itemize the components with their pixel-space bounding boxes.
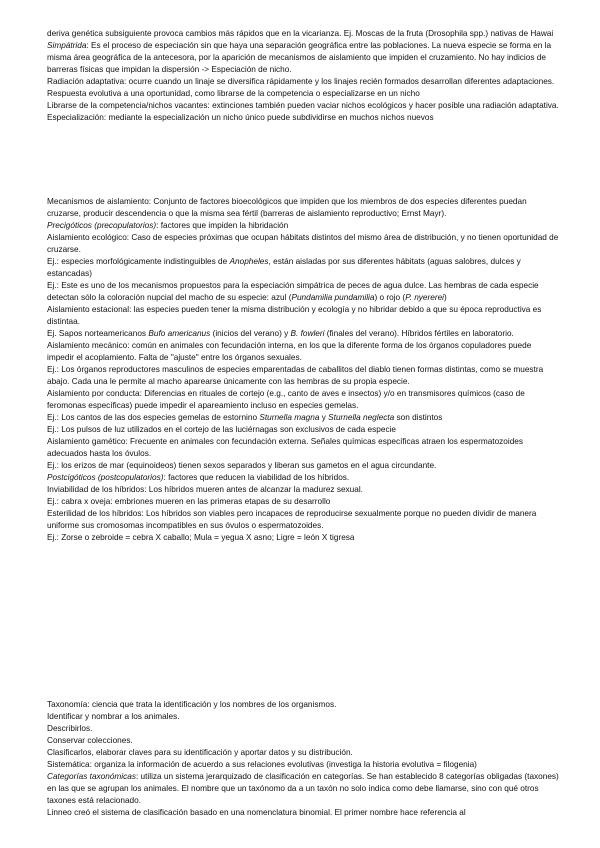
italic-term: B. fowleri [290, 329, 325, 338]
text-run: Mecanismos de aislamiento: Conjunto de factores bioecológicos que impiden que los miembros de dos especies diferentes puedan cruzarse, producir descendencia o que la misma sea fértil (barreras de aislamiento reproductivo; Ernst Mayr). [47, 197, 527, 218]
italic-term: Categorías taxonómicas [47, 772, 136, 781]
paragraph [47, 723, 559, 735]
italic-term: Postcigóticos (postcopulatorios) [47, 473, 164, 482]
text-run: Librarse de la competencia/nichos vacantes: extinciones también pueden vaciar nichos ecológicos y hacer posible una radiación adaptativa. [47, 101, 559, 110]
paragraph [47, 424, 559, 436]
italic-term: Simpátrida [47, 41, 87, 50]
paragraph [47, 40, 559, 76]
text-run: (inicios del verano) y [210, 329, 291, 338]
text-run: Identificar y nombrar a los animales. [47, 712, 180, 721]
text-run: Inviabilidad de los híbridos: Los híbridos mueren antes de alcanzar la madurez sexual. [47, 485, 363, 494]
italic-term: Pundamilia pundamilia [291, 293, 375, 302]
text-run: , están aisladas por sus diferentes hábitats (aguas salobres, dulces y estancadas) [47, 257, 521, 278]
italic-term: Sturnella magna [259, 413, 320, 422]
text-run: Ej.: Los cantos de las dos especies gemelas de estornino [47, 413, 260, 422]
text-run: Linneo creó el sistema de clasificación basado en una nomenclatura binomial. El primer nombre hace referencia al [47, 808, 466, 817]
text-run: Ej.: Los órganos reproductores masculinos de especies emparentadas de caballitos del diablo tienen formas distintas, como se muestra abajo. Cada una le permite al macho aparearse únicamente con las hembras de su propia especie. [47, 365, 544, 386]
paragraph [47, 747, 559, 759]
paragraph [47, 196, 559, 220]
text-run: Especialización: mediante la especialización un nicho único puede subdividirse en muchos nichos nuevos [47, 113, 434, 122]
text-run: Aislamiento mecánico: común en animales con fecundación interna, en los que la diferente forma de los órganos copuladores puede impedir el acoplamiento. Falta de "ajuste" entre los órganos sexuales. [47, 341, 532, 362]
italic-term: Sturnella neglecta [328, 413, 395, 422]
text-run: : factores que impiden la hibridación [156, 221, 289, 230]
italic-term: Anopheles [229, 257, 269, 266]
text-run: Conservar colecciones. [47, 736, 133, 745]
paragraph [47, 807, 559, 819]
text-run: : utiliza un sistema jerarquizado de clasificación en categorías. Se han establecido 8 categorías obligadas (taxones) en las que se agrupan los animales. El nombre que un taxónomo da a un taxón no solo indica como debe llamarse, sino con qué otros taxones está relacionado. [47, 772, 559, 805]
text-run: Ej.: Los pulsos de luz utilizados en el cortejo de las luciérnagas son exclusivos de cada especie [47, 425, 396, 434]
text-run: Ej. Sapos norteamericanos [47, 329, 149, 338]
text-run: Sistemática: organiza la información de acuerdo a sus relaciones evolutivas (investiga la historia evolutiva = filogenia) [47, 760, 477, 769]
paragraph [47, 532, 559, 544]
text-run: son distintos [394, 413, 443, 422]
italic-term: Bufo americanus [148, 329, 211, 338]
paragraph [47, 280, 559, 304]
text-run: (finales del verano). Híbridos fértiles en laboratorio. [324, 329, 514, 338]
text-run: Aislamiento estacional: las especies pueden tener la misma distribución y ecología y no hibridar debido a que su época reproductiva es distintaa. [47, 305, 542, 326]
text-run: Ej.: los erizos de mar (equinoideos) tienen sexos separados y liberan sus gametos en el agua circundante. [47, 461, 437, 470]
paragraph [47, 496, 559, 508]
text-run: Clasificarlos, elaborar claves para su identificación y aportar datos y su distribución. [47, 748, 353, 757]
paragraph [47, 735, 559, 747]
paragraph [47, 472, 559, 484]
text-run: Aislamiento ecológico: Caso de especies próximas que ocupan hábitats distintos del mismo área de distribución, y no tienen oportunidad de cruzarse. [47, 233, 559, 254]
text-run: ) [444, 293, 447, 302]
paragraph [47, 232, 559, 256]
paragraph [47, 28, 559, 40]
text-run: Ej.: especies morfológicamente indistinguibles de [47, 257, 230, 266]
paragraph [47, 364, 559, 388]
text-run: Radiación adaptativa: ocurre cuando un linaje se diversifica rápidamente y los linajes recién formados desarrollan diferentes adaptaciones. Respuesta evolutiva a una oportunidad, como librarse de la competencia o especializarse en un nicho [47, 77, 555, 98]
text-run: Ej.: cabra x oveja: embriones mueren en las primeras etapas de su desarrollo [47, 497, 331, 506]
text-run: Taxonomía: ciencia que trata la identificación y los nombres de los organismos. [47, 700, 337, 709]
paragraph [47, 436, 559, 460]
paragraph [47, 304, 559, 328]
taxonomy-section [47, 699, 559, 819]
paragraph [47, 460, 559, 472]
text-run: Describirlos. [47, 724, 93, 733]
paragraph [47, 220, 559, 232]
paragraph [47, 76, 559, 100]
text-run: Esterilidad de los híbridos: Los híbridos son viables pero incapaces de reproducirse sexualmente porque no pueden dividir de manera uniforme sus cromosomas incompatibles en sus óvulos o espermatozoides. [47, 509, 537, 530]
paragraph [47, 340, 559, 364]
text-run: ) o rojo ( [374, 293, 406, 302]
paragraph [47, 711, 559, 723]
paragraph [47, 699, 559, 711]
paragraph [47, 256, 559, 280]
paragraph [47, 388, 559, 412]
text-run: y [319, 413, 329, 422]
text-run: Aislamiento por conducta: Diferencias en rituales de cortejo (e.g., canto de aves e insectos) y/o en transmisores químicos (caso de feromonas específicas) puede impedir el apareamiento incluso en especies gemelas. [47, 389, 525, 410]
text-run: : Es el proceso de especiación sin que haya una separación geográfica entre las poblaciones. La nueva especie se forma en la misma área geográfica de la antecesora, por la aparición de mecanismos de aislamiento que impiden el cruzamiento. No hay indicios de barreras físicas que impidan la dispersión -> Especiación de nicho. [47, 41, 552, 74]
paragraph [47, 100, 559, 112]
paragraph [47, 759, 559, 771]
paragraph [47, 112, 559, 124]
text-run: : factores que reducen la viabilidad de los híbridos. [163, 473, 350, 482]
paragraph [47, 328, 559, 340]
italic-term: P. nyererei [405, 293, 445, 302]
paragraph [47, 508, 559, 532]
text-run: deriva genética subsiguiente provoca cambios más rápidos que en la vicarianza. Ej. Moscas de la fruta (Drosophila spp.) nativas de Hawai [47, 29, 554, 38]
isolation-mechanisms-section [47, 196, 559, 544]
paragraph [47, 412, 559, 424]
text-run: Ej.: Zorse o zebroide = cebra X caballo; Mula = yegua X asno; Ligre = león X tigresa [47, 533, 355, 542]
text-run: Aislamiento gamético: Frecuente en animales con fecundación externa. Señales químicas específicas atraen los espermatozoides adecuados hasta los óvulos. [47, 437, 524, 458]
italic-term: Precigóticos (precopulatorios) [47, 221, 157, 230]
speciation-section [47, 28, 559, 124]
text-run: Ej.: Este es uno de los mecanismos propuestos para la especiación simpátrica de peces de agua dulce. Las hembras de cada especie detectan sólo la coloración nupcial del macho de su especie: azul ( [47, 281, 539, 302]
paragraph [47, 484, 559, 496]
paragraph [47, 771, 559, 807]
